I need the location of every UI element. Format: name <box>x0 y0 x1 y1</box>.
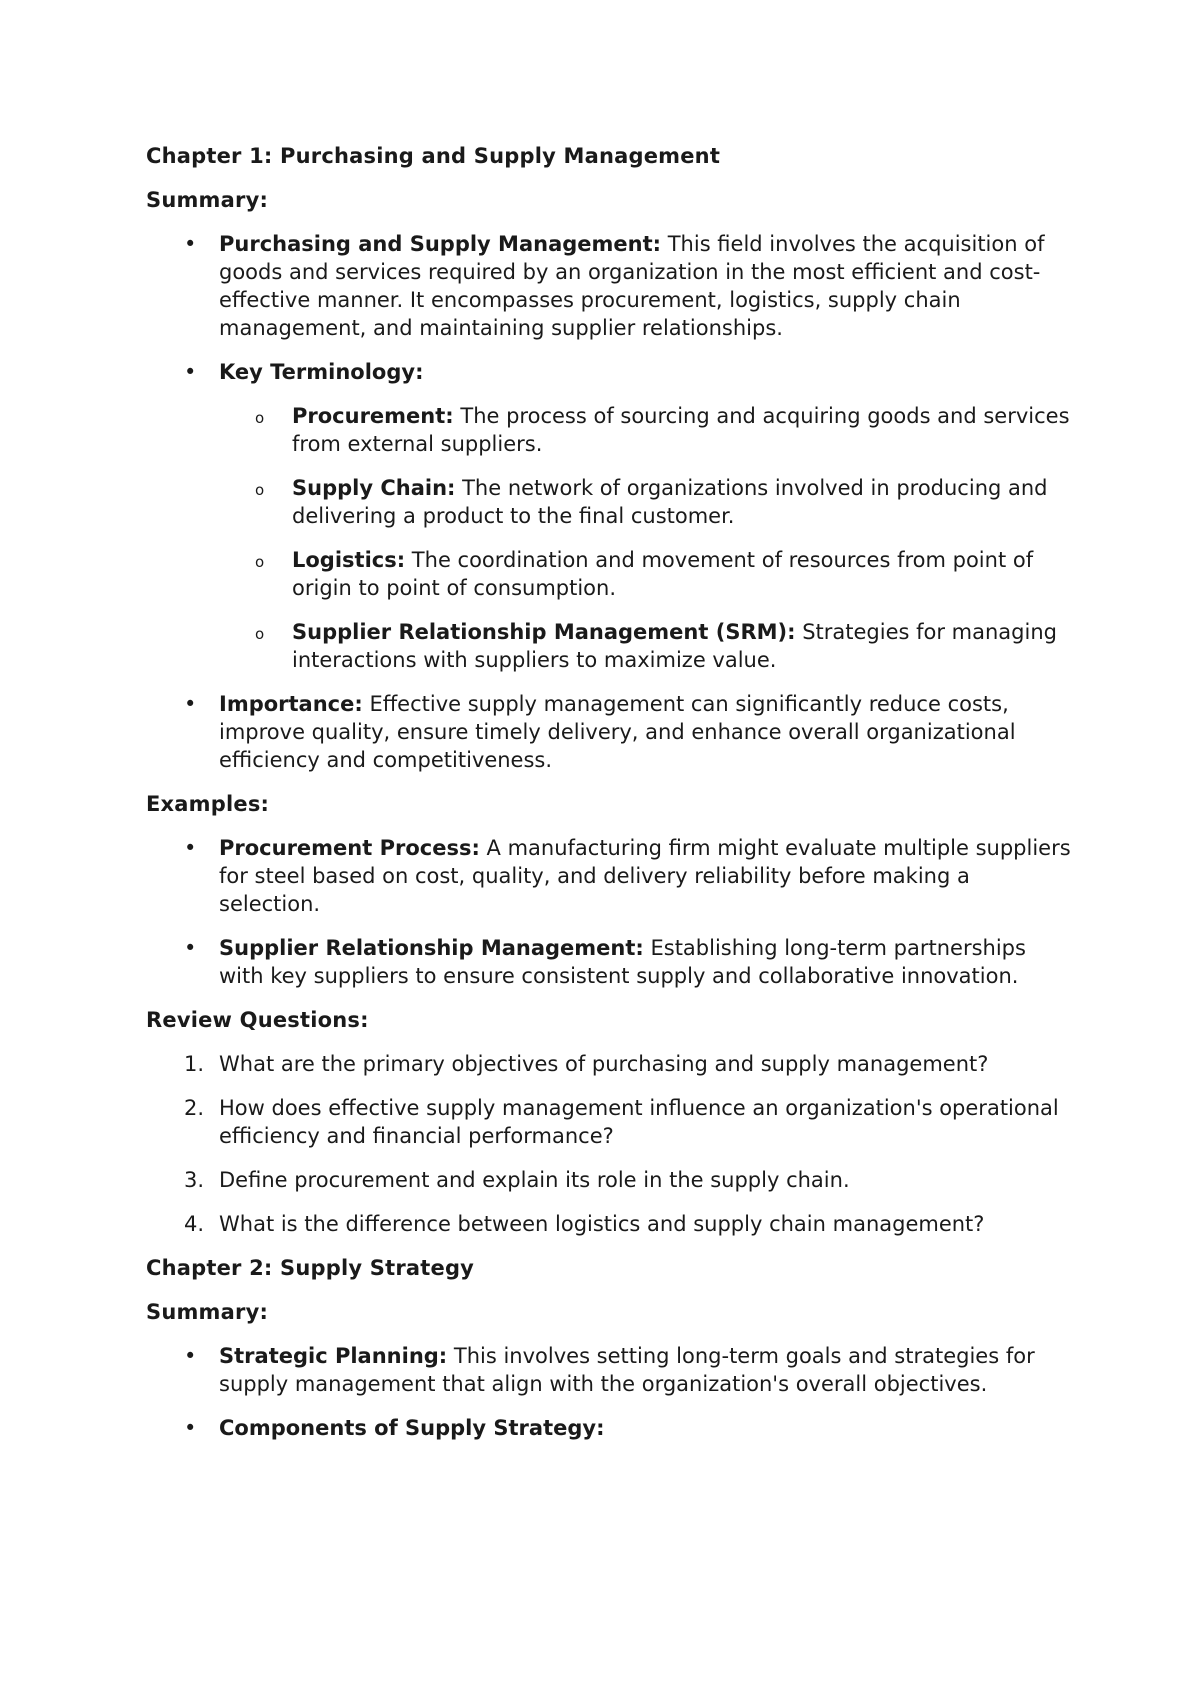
bullet-marker: • <box>184 232 197 256</box>
bullet-marker: • <box>184 360 197 384</box>
bullet-marker: • <box>184 836 197 860</box>
term-label: Procurement Process: <box>219 836 480 860</box>
term-label: Purchasing and Supply Management: <box>219 232 662 256</box>
sub-list-item <box>219 474 1076 530</box>
term-label: Procurement: <box>292 404 454 428</box>
chapter-2-summary-list <box>146 1342 1076 1442</box>
sub-bullet-marker: o <box>255 553 265 571</box>
term-description: The coordination and movement of resources from point of origin to point of consumption. <box>292 548 1034 600</box>
document-page <box>146 142 1076 1458</box>
question-number: 3. <box>184 1168 205 1192</box>
term-description: Establishing long-term partnerships with key suppliers to ensure consistent supply and collaborative innovation. <box>219 936 1026 988</box>
review-questions-list <box>146 1050 1076 1238</box>
bullet-marker: • <box>184 1344 197 1368</box>
list-item <box>146 834 1076 918</box>
sub-bullet-marker: o <box>255 409 265 427</box>
term-label: Strategic Planning: <box>219 1344 448 1368</box>
sub-list-item <box>219 546 1076 602</box>
term-description: The process of sourcing and acquiring goods and services from external suppliers. <box>292 404 1070 456</box>
question-item <box>146 1166 1076 1194</box>
list-item <box>146 1414 1076 1442</box>
list-item <box>146 934 1076 990</box>
key-terminology-list <box>219 402 1076 674</box>
term-description: This involves setting long-term goals and strategies for supply management that align with the organization's overall objectives. <box>219 1344 1035 1396</box>
bullet-marker: • <box>184 1416 197 1440</box>
term-description: This field involves the acquisition of goods and services required by an organization in the most efficient and cost-effective manner. It encompasses procurement, logistics, supply chain management, and maintaining supplier relationships. <box>219 232 1045 340</box>
term-label: Components of Supply Strategy: <box>219 1416 605 1440</box>
chapter-1-summary-heading: Summary: <box>146 188 269 212</box>
list-item <box>146 230 1076 342</box>
question-text: What are the primary objectives of purchasing and supply management? <box>219 1052 989 1076</box>
term-description: The network of organizations involved in producing and delivering a product to the final customer. <box>292 476 1048 528</box>
term-label: Supplier Relationship Management (SRM): <box>292 620 796 644</box>
term-description: A manufacturing firm might evaluate multiple suppliers for steel based on cost, quality, and delivery reliability before making a selection. <box>219 836 1071 916</box>
term-description: Strategies for managing interactions with suppliers to maximize value. <box>292 620 1057 672</box>
chapter-1-review-heading: Review Questions: <box>146 1008 369 1032</box>
list-item <box>146 1342 1076 1398</box>
sub-list-item <box>219 618 1076 674</box>
term-label: Importance: <box>219 692 363 716</box>
chapter-1-examples-list <box>146 834 1076 990</box>
question-number: 1. <box>184 1052 205 1076</box>
question-item <box>146 1210 1076 1238</box>
bullet-marker: • <box>184 692 197 716</box>
sub-list-item <box>219 402 1076 458</box>
term-description: Effective supply management can significantly reduce costs, improve quality, ensure timely delivery, and enhance overall organizational efficiency and competitiveness. <box>219 692 1016 772</box>
chapter-1-examples-heading: Examples: <box>146 792 270 816</box>
question-item <box>146 1050 1076 1078</box>
question-text: What is the difference between logistics and supply chain management? <box>219 1212 985 1236</box>
list-item <box>146 358 1076 674</box>
bullet-marker: • <box>184 936 197 960</box>
chapter-1-title: Chapter 1: Purchasing and Supply Management <box>146 144 721 168</box>
question-text: Define procurement and explain its role in the supply chain. <box>219 1168 850 1192</box>
chapter-2-title: Chapter 2: Supply Strategy <box>146 1256 475 1280</box>
sub-bullet-marker: o <box>255 481 265 499</box>
sub-bullet-marker: o <box>255 625 265 643</box>
term-label: Key Terminology: <box>219 360 424 384</box>
term-label: Logistics: <box>292 548 406 572</box>
chapter-2-summary-heading: Summary: <box>146 1300 269 1324</box>
term-label: Supply Chain: <box>292 476 456 500</box>
chapter-1-summary-list <box>146 230 1076 774</box>
list-item <box>146 690 1076 774</box>
term-label: Supplier Relationship Management: <box>219 936 644 960</box>
question-number: 4. <box>184 1212 205 1236</box>
question-item <box>146 1094 1076 1150</box>
question-number: 2. <box>184 1096 205 1120</box>
question-text: How does effective supply management influence an organization's operational efficiency and financial performance? <box>219 1096 1059 1148</box>
